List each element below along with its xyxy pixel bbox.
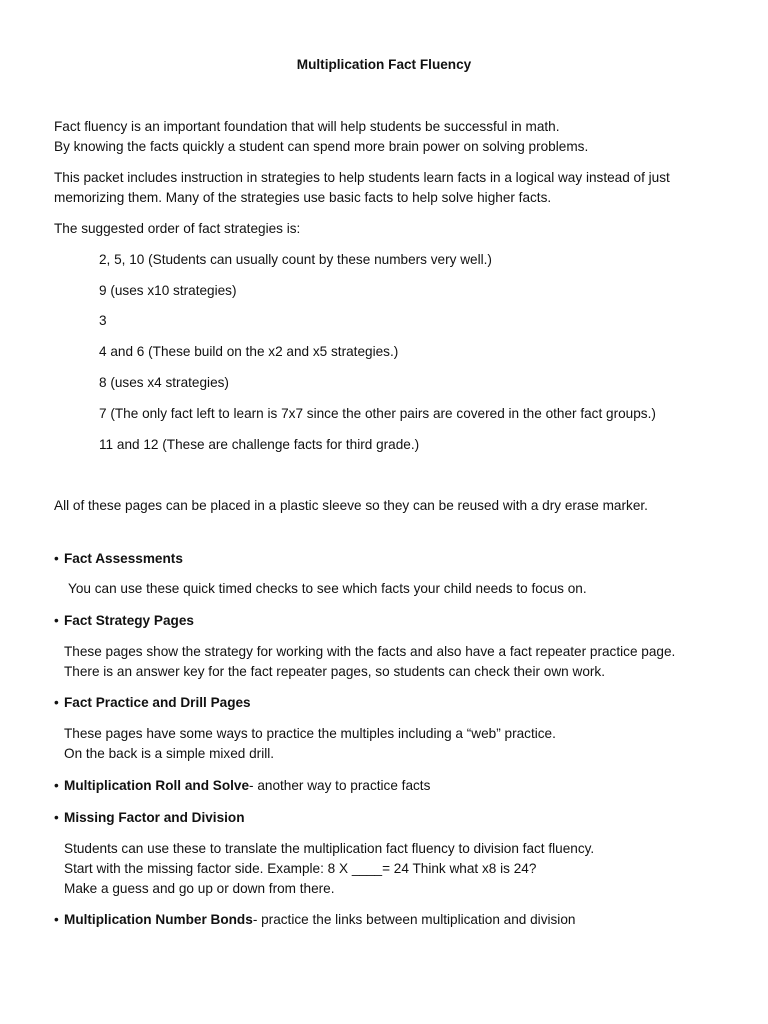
section-practice-heading [54, 693, 251, 713]
section-strategy-heading [54, 611, 194, 631]
section-missing-desc-2: Start with the missing factor side. Example: 8 X ____= 24 Think what x8 is 24? [64, 861, 537, 876]
bullet-icon: • [54, 912, 59, 927]
bullet-icon: • [54, 778, 59, 793]
section-practice-desc-1: These pages have some ways to practice the multiples including a “web” practice. [64, 726, 556, 741]
order-item: 11 and 12 (These are challenge facts for third grade.) [99, 437, 420, 452]
order-item: 4 and 6 (These build on the x2 and x5 strategies.) [99, 344, 399, 359]
bullet-icon: • [54, 613, 59, 628]
section-assessments-desc: You can use these quick timed checks to see which facts your child needs to focus on. [68, 581, 587, 596]
intro-line-5: The suggested order of fact strategies is: [54, 221, 301, 236]
section-roll-heading [54, 776, 430, 796]
section-strategy-desc-2: There is an answer key for the fact repeater pages, so students can check their own work. [64, 664, 606, 679]
section-missing-heading [54, 808, 245, 828]
section-heading-label: Missing Factor and Division [64, 810, 245, 825]
bullet-icon: • [54, 551, 59, 566]
section-bonds-heading [54, 910, 575, 930]
order-item: 9 (uses x10 strategies) [99, 283, 237, 298]
bullet-icon: • [54, 810, 59, 825]
section-heading-label: Fact Practice and Drill Pages [64, 695, 251, 710]
order-item: 2, 5, 10 (Students can usually count by these numbers very well.) [99, 252, 492, 267]
section-heading-label: Fact Assessments [64, 551, 183, 566]
section-assessments-heading [54, 549, 183, 569]
section-heading-suffix: - another way to practice facts [249, 778, 431, 793]
order-item: 7 (The only fact left to learn is 7x7 since the other pairs are covered in the other fact groups.) [99, 406, 656, 421]
intro-line-1: Fact fluency is an important foundation that will help students be successful in math. [54, 119, 560, 134]
section-heading-suffix: - practice the links between multiplication and division [252, 912, 576, 927]
section-missing-desc-3: Make a guess and go up or down from there. [64, 881, 335, 896]
intro-line-4: memorizing them. Many of the strategies use basic facts to help solve higher facts. [54, 190, 552, 205]
order-item: 3 [99, 313, 107, 328]
intro-line-2: By knowing the facts quickly a student can spend more brain power on solving problems. [54, 139, 589, 154]
intro-line-3: This packet includes instruction in strategies to help students learn facts in a logical way instead of just [54, 170, 670, 185]
bullet-icon: • [54, 695, 59, 710]
section-heading-label: Multiplication Roll and Solve [64, 778, 250, 793]
section-practice-desc-2: On the back is a simple mixed drill. [64, 746, 275, 761]
section-strategy-desc-1: These pages show the strategy for working with the facts and also have a fact repeater practice page. [64, 644, 676, 659]
page-title: Multiplication Fact Fluency [296, 57, 472, 72]
order-item: 8 (uses x4 strategies) [99, 375, 229, 390]
section-heading-label: Multiplication Number Bonds [64, 912, 253, 927]
section-missing-desc-1: Students can use these to translate the multiplication fact fluency to division fact fluency. [64, 841, 595, 856]
sleeve-note: All of these pages can be placed in a plastic sleeve so they can be reused with a dry erase marker. [54, 498, 648, 513]
section-heading-label: Fact Strategy Pages [64, 613, 194, 628]
